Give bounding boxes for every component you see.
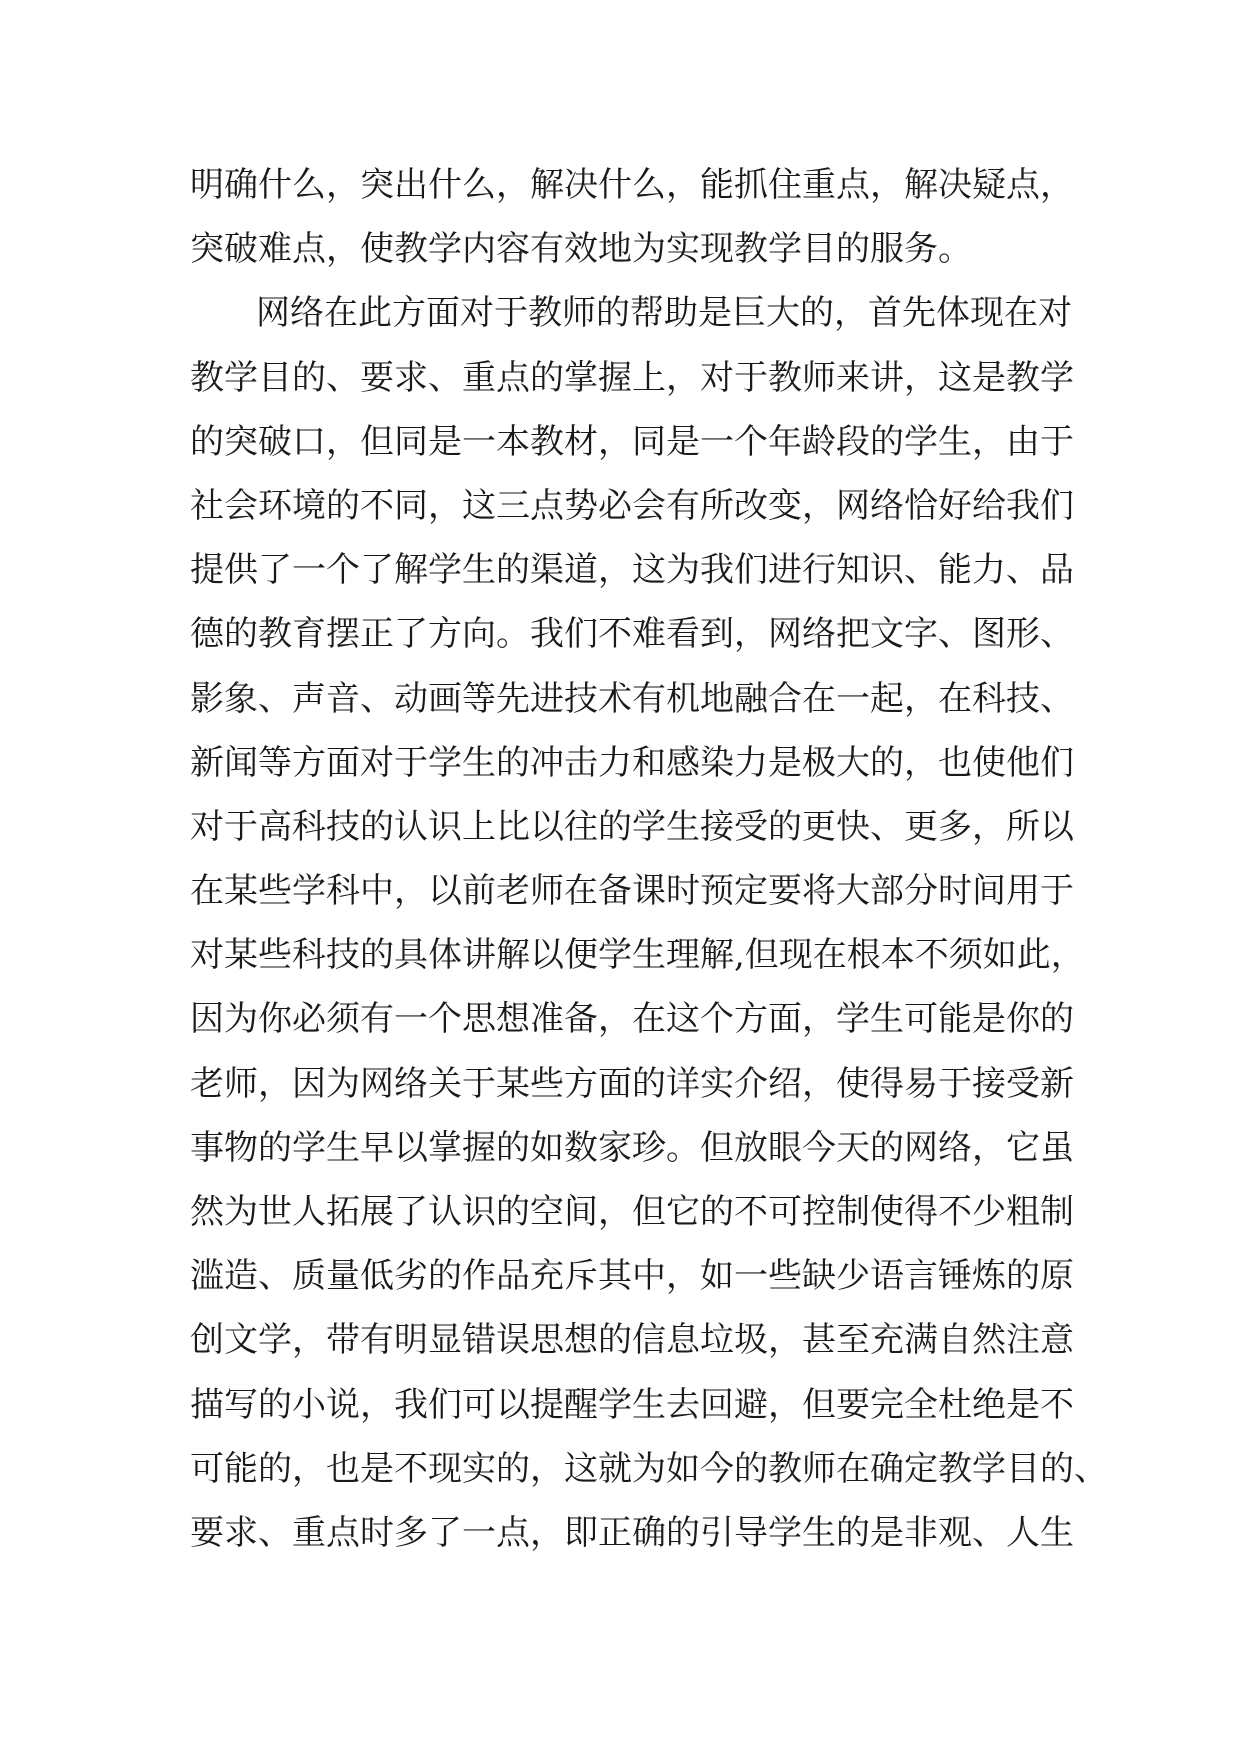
text-line: 明确什么，突出什么，解决什么，能抓住重点，解决疑点， [190,165,1074,205]
text-line: 社会环境的不同，这三点势必会有所改变，网络恰好给我们 [190,485,1074,526]
text-line: 描写的小说，我们可以提醒学生去回避，但要完全杜绝是不 [190,1384,1074,1425]
text-line: 对某些科技的具体讲解以便学生理解,但现在根本不须如此， [190,935,1085,976]
text-line: 然为世人拓展了认识的空间，但它的不可控制使得不少粗制 [190,1192,1074,1232]
text-line: 新闻等方面对于学生的冲击力和感染力是极大的，也使他们 [190,742,1074,783]
text-line: 在某些学科中，以前老师在备课时预定要将大部分时间用于 [190,871,1074,912]
text-line: 的突破口，但同是一本教材，同是一个年龄段的学生，由于 [190,421,1074,462]
text-line: 老师，因为网络关于某些方面的详实介绍，使得易于接受新 [190,1063,1074,1104]
text-line: 滥造、质量低劣的作品充斥其中，如一些缺少语言锤炼的原 [190,1256,1074,1297]
text-line: 要求、重点时多了一点，即正确的引导学生的是非观、人生 [190,1512,1074,1553]
text-line: 可能的，也是不现实的，这就为如今的教师在确定教学目的、 [190,1448,1108,1489]
text-line: 影象、声音、动画等先进技术有机地融合在一起，在科技、 [190,678,1074,719]
text-line: 事物的学生早以掌握的如数家珍。但放眼今天的网络，它虽 [190,1127,1074,1168]
text-line: 突破难点，使教学内容有效地为实现教学目的服务。 [190,229,972,270]
text-line: 网络在此方面对于教师的帮助是巨大的，首先体现在对 [256,293,1072,334]
text-line: 德的教育摆正了方向。我们不难看到，网络把文字、图形、 [190,614,1074,655]
text-line: 创文学，带有明显错误思想的信息垃圾，甚至充满自然注意 [190,1320,1074,1361]
text-line: 提供了一个了解学生的渠道，这为我们进行知识、能力、品 [190,550,1074,591]
body-text [190,159,1108,1571]
text-line: 对于高科技的认识上比以往的学生接受的更快、更多，所以 [190,806,1074,847]
text-line: 教学目的、要求、重点的掌握上，对于教师来讲，这是教学 [190,357,1074,398]
text-line: 因为你必须有一个思想准备，在这个方面，学生可能是你的 [190,999,1074,1040]
